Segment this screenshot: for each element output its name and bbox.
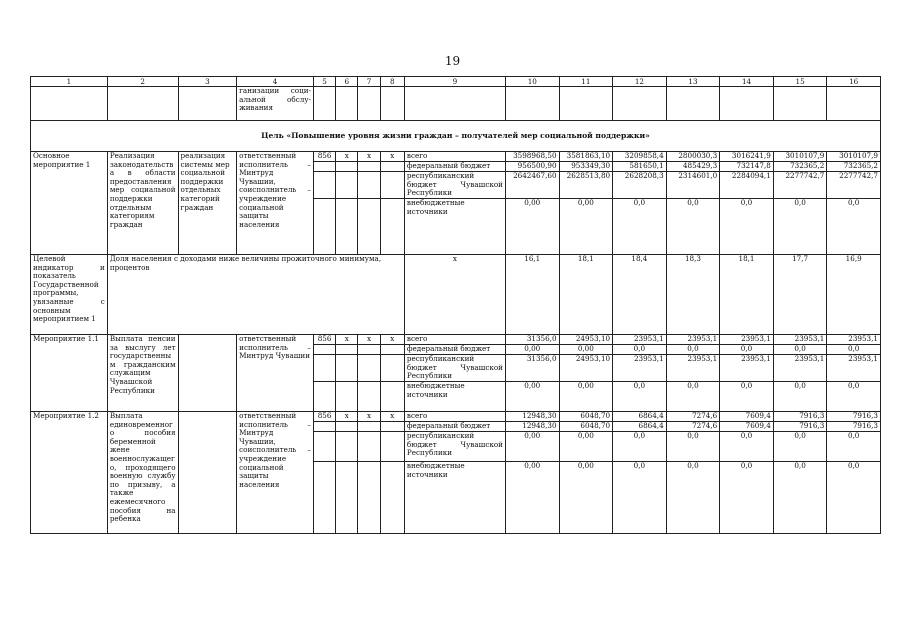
header-cell: 1 [31,77,108,87]
header-cell: 6 [336,77,358,87]
header-cell: 8 [380,77,404,87]
code-cell: х [358,152,380,162]
value-cell: 23953,1 [666,355,720,382]
value-cell: 0,0 [613,199,667,255]
continuation-text: ганизации соци-альной обслу-живания [237,87,314,121]
value-cell: 7274,6 [666,422,720,432]
value-cell: 3598968,50 [505,152,559,162]
goal-row [31,121,881,152]
value-cell: 2277742,7 [827,172,881,199]
funding-source: внебюджетные источники [404,462,505,534]
value-cell: 23953,1 [773,355,827,382]
value-cell: 3010107,9 [827,152,881,162]
value-cell: 485429,3 [666,162,720,172]
value-cell: 3010107,9 [773,152,827,162]
value-cell: 23953,1 [773,335,827,345]
goal-title: Цель «Повышение уровня жизни граждан – получателей мер социальной поддержки» [31,121,881,152]
value-cell: 0,0 [773,432,827,462]
indicator-value: 16,1 [505,255,559,335]
code-cell: х [336,335,358,345]
header-cell: 11 [559,77,613,87]
value-cell: 0,0 [613,382,667,412]
value-cell: 12948,30 [505,412,559,422]
value-cell: 0,0 [773,382,827,412]
value-cell: 0,0 [666,382,720,412]
value-cell: 3581863,10 [559,152,613,162]
code-cell: х [380,152,404,162]
indicator-value: 18,1 [559,255,613,335]
continuation-row [31,87,881,121]
event-1-1-description: Выплата пенсии за выслугу лет государственным гражданским служащим Чувашской Республики [107,335,178,412]
funding-source: федеральный бюджет [404,162,505,172]
table-row [31,335,881,345]
value-cell: 2628208,3 [613,172,667,199]
value-cell: 0,0 [720,382,774,412]
funding-source: внебюджетные источники [404,199,505,255]
indicator-value: 18,3 [666,255,720,335]
indicator-label: Целевой индикатор и показатель Государственной программы, увязанные с основным мероприятием 1 [31,255,108,335]
value-cell: 3016241,9 [720,152,774,162]
program-table [30,76,881,534]
header-cell: 15 [773,77,827,87]
value-cell: 0,0 [827,199,881,255]
value-cell: 732365,2 [827,162,881,172]
code-cell: х [336,152,358,162]
header-cell: 3 [178,77,237,87]
header-cell: 14 [720,77,774,87]
value-cell: 7916,3 [827,422,881,432]
value-cell: 0,00 [505,462,559,534]
table-row [31,412,881,422]
value-cell: 956500,90 [505,162,559,172]
header-cell: 13 [666,77,720,87]
funding-source: республиканский бюджет Чувашской Республики [404,172,505,199]
header-cell: 16 [827,77,881,87]
value-cell: 6048,70 [559,412,613,422]
grbs-code: 856 [313,152,335,162]
header-cell: 9 [404,77,505,87]
code-cell: х [336,412,358,422]
event-1-2-description: Выплата единовременного пособия беременной жене военнослужащего, проходящего военную службу по призыву, а также ежемесячного пособия на ребенка [107,412,178,534]
event-1-2-executor: ответственный исполнитель – Минтруд Чувашии, соисполнитель – учреждение социальной защиты населения [237,412,314,534]
indicator-text: Доля населения с доходами ниже величины прожиточного минимума, процентов [107,255,404,335]
value-cell: 0,00 [559,432,613,462]
basic-event-name: Основное мероприятие 1 [31,152,108,255]
value-cell: 0,00 [505,345,559,355]
value-cell: 31356,0 [505,335,559,345]
value-cell: 2642467,60 [505,172,559,199]
funding-source: республиканский бюджет Чувашской Республики [404,355,505,382]
table-row [31,152,881,162]
code-cell: х [380,412,404,422]
event-1-1-goal [178,335,237,412]
value-cell: 0,00 [559,345,613,355]
value-cell: 3209858,4 [613,152,667,162]
value-cell: 0,0 [773,345,827,355]
value-cell: 953349,30 [559,162,613,172]
value-cell: 0,00 [505,382,559,412]
value-cell: 12948,30 [505,422,559,432]
indicator-value: 17,7 [773,255,827,335]
grbs-code: 856 [313,412,335,422]
value-cell: 0,0 [720,199,774,255]
basic-event-description: Реализация законодательства в области предоставления мер социальной поддержки отдельным категориям граждан [107,152,178,255]
header-cell: 7 [358,77,380,87]
funding-source: всего [404,335,505,345]
column-number-row [31,77,881,87]
event-1-1-name: Мероприятие 1.1 [31,335,108,412]
page-number: 19 [444,54,461,68]
indicator-row [31,255,881,335]
value-cell: 23953,1 [666,335,720,345]
value-cell: 2800030,3 [666,152,720,162]
indicator-x: х [404,255,505,335]
value-cell: 23953,1 [827,355,881,382]
value-cell: 7274,6 [666,412,720,422]
funding-source: внебюджетные источники [404,382,505,412]
value-cell: 0,0 [827,432,881,462]
value-cell: 0,0 [827,382,881,412]
value-cell: 0,00 [559,382,613,412]
code-cell: х [358,335,380,345]
value-cell: 0,0 [720,432,774,462]
value-cell: 6048,70 [559,422,613,432]
value-cell: 23953,1 [720,335,774,345]
value-cell: 23953,1 [613,335,667,345]
event-1-1-executor: ответственный исполнитель – Минтруд Чувашии [237,335,314,412]
funding-source: всего [404,412,505,422]
header-cell: 10 [505,77,559,87]
value-cell: 7609,4 [720,412,774,422]
value-cell: 0,0 [666,462,720,534]
value-cell: 6864,4 [613,412,667,422]
value-cell: 0,0 [773,199,827,255]
indicator-value: 18,1 [720,255,774,335]
value-cell: 24953,10 [559,335,613,345]
value-cell: 732147,8 [720,162,774,172]
value-cell: 0,0 [720,462,774,534]
value-cell: 2284094,1 [720,172,774,199]
code-cell: х [358,412,380,422]
value-cell: 7609,4 [720,422,774,432]
value-cell: 732365,2 [773,162,827,172]
funding-source: федеральный бюджет [404,345,505,355]
value-cell: 0,00 [559,462,613,534]
value-cell: 7916,3 [773,412,827,422]
value-cell: 0,0 [827,462,881,534]
value-cell: 0,0 [666,345,720,355]
value-cell: 6864,4 [613,422,667,432]
value-cell: 0,0 [773,462,827,534]
event-1-2-name: Мероприятие 1.2 [31,412,108,534]
basic-event-executor: ответственный исполнитель – Минтруд Чувашии, соисполнитель – учреждение социальной защиты населения [237,152,314,255]
event-1-2-goal [178,412,237,534]
value-cell: 0,0 [827,345,881,355]
value-cell: 581650,1 [613,162,667,172]
funding-source: федеральный бюджет [404,422,505,432]
value-cell: 23953,1 [827,335,881,345]
value-cell: 2314601,0 [666,172,720,199]
value-cell: 0,0 [613,462,667,534]
value-cell: 0,0 [720,345,774,355]
value-cell: 0,0 [666,432,720,462]
value-cell: 7916,3 [773,422,827,432]
header-cell: 2 [107,77,178,87]
value-cell: 23953,1 [613,355,667,382]
value-cell: 2277742,7 [773,172,827,199]
code-cell: х [380,335,404,345]
grbs-code: 856 [313,335,335,345]
value-cell: 0,00 [505,199,559,255]
header-cell: 4 [237,77,314,87]
funding-source: всего [404,152,505,162]
value-cell: 0,00 [559,199,613,255]
value-cell: 2628513,80 [559,172,613,199]
basic-event-goal: реализация системы мер социальной поддержки отдельных категорий граждан [178,152,237,255]
funding-source: республиканский бюджет Чувашской Республики [404,432,505,462]
value-cell: 31356,0 [505,355,559,382]
value-cell: 0,0 [613,345,667,355]
header-cell: 12 [613,77,667,87]
header-cell: 5 [313,77,335,87]
value-cell: 24953,10 [559,355,613,382]
value-cell: 7916,3 [827,412,881,422]
indicator-value: 18,4 [613,255,667,335]
value-cell: 0,0 [666,199,720,255]
value-cell: 0,00 [505,432,559,462]
value-cell: 0,0 [613,432,667,462]
value-cell: 23953,1 [720,355,774,382]
indicator-value: 16,9 [827,255,881,335]
